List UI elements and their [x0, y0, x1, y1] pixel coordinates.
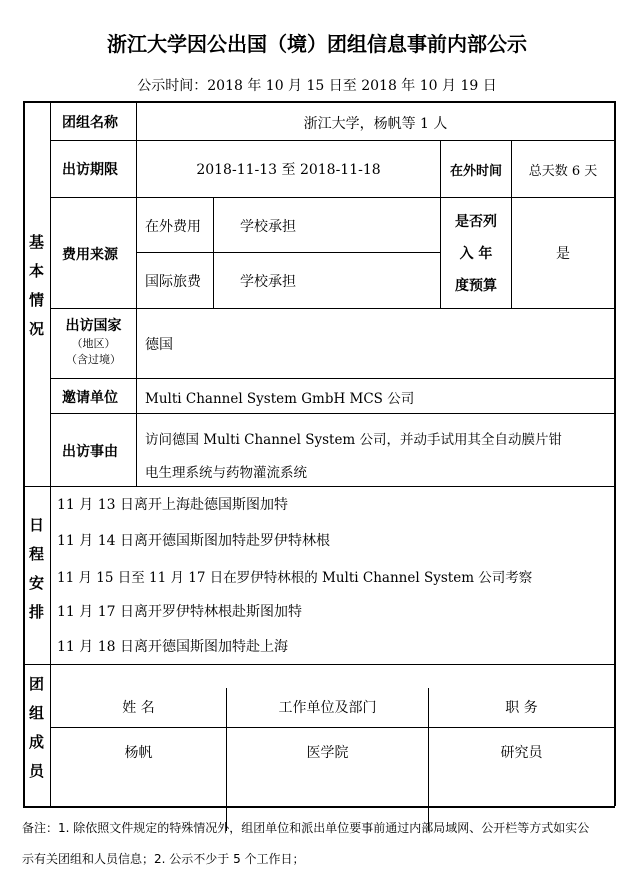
members-header-title: 职 务 [505, 700, 538, 716]
schedule-item: 11 月 15 日至 11 月 17 日在罗伊特林根的 Multi Channel System 公司考察 [57, 570, 533, 586]
country-label: 出访国家 （地区） （含过境） [65, 318, 122, 366]
publicity-period: 公示时间：2018 年 10 月 15 日至 2018 年 10 月 19 日 [137, 78, 497, 94]
funding-label: 费用来源 [62, 247, 118, 263]
period-value: 2018-11-13 至 2018-11-18 [196, 162, 381, 178]
country-value: 德国 [145, 337, 173, 353]
abroad-cost-value: 学校承担 [240, 219, 296, 235]
schedule-item: 11 月 17 日离开罗伊特林根赴斯图加特 [57, 604, 302, 620]
travel-cost-label: 国际旅费 [145, 274, 201, 290]
purpose-label: 出访事由 [62, 444, 118, 460]
note-line-2: 示有关团组和人员信息；2. 公示不少于 5 个工作日； [22, 852, 305, 866]
abroad-cost-label: 在外费用 [145, 219, 201, 235]
inviter-value: Multi Channel System GmbH MCS 公司 [145, 391, 415, 407]
travel-cost-value: 学校承担 [240, 274, 296, 290]
page-title: 浙江大学因公出国（境）团组信息事前内部公示 [107, 32, 527, 56]
budget-value: 是 [556, 246, 570, 262]
period-label: 出访期限 [62, 162, 118, 178]
schedule-section-label: 日 程 安 排 [28, 516, 44, 621]
schedule-item: 11 月 13 日离开上海赴德国斯图加特 [57, 497, 288, 513]
member-unit: 医学院 [306, 745, 349, 761]
purpose-value: 访问德国 Multi Channel System 公司，并动手试用其全自动膜片钳 电生理系统与药物灌流系统 [145, 432, 563, 481]
members-header-unit: 工作单位及部门 [278, 700, 377, 716]
days-value: 总天数 6 天 [528, 164, 598, 179]
member-name: 杨帆 [124, 745, 153, 761]
schedule-item: 11 月 14 日离开德国斯图加特赴罗伊特林根 [57, 533, 330, 549]
basic-section-label: 基 本 情 况 [28, 233, 44, 338]
group-name-label: 团组名称 [62, 115, 118, 131]
member-title: 研究员 [500, 745, 543, 761]
schedule-item: 11 月 18 日离开德国斯图加特赴上海 [57, 639, 288, 655]
inviter-label: 邀请单位 [62, 390, 118, 406]
members-section-label: 团 组 成 员 [28, 675, 44, 780]
days-label: 在外时间 [449, 164, 502, 179]
budget-label: 是否列 入 年 度预算 [455, 214, 497, 294]
members-header-name: 姓 名 [122, 700, 155, 716]
note-line-1: 备注：1. 除依照文件规定的特殊情况外，组团单位和派出单位要事前通过内部局域网、公开栏等方式如实公 [22, 821, 590, 835]
group-name-value: 浙江大学，杨帆等 1 人 [303, 116, 448, 132]
